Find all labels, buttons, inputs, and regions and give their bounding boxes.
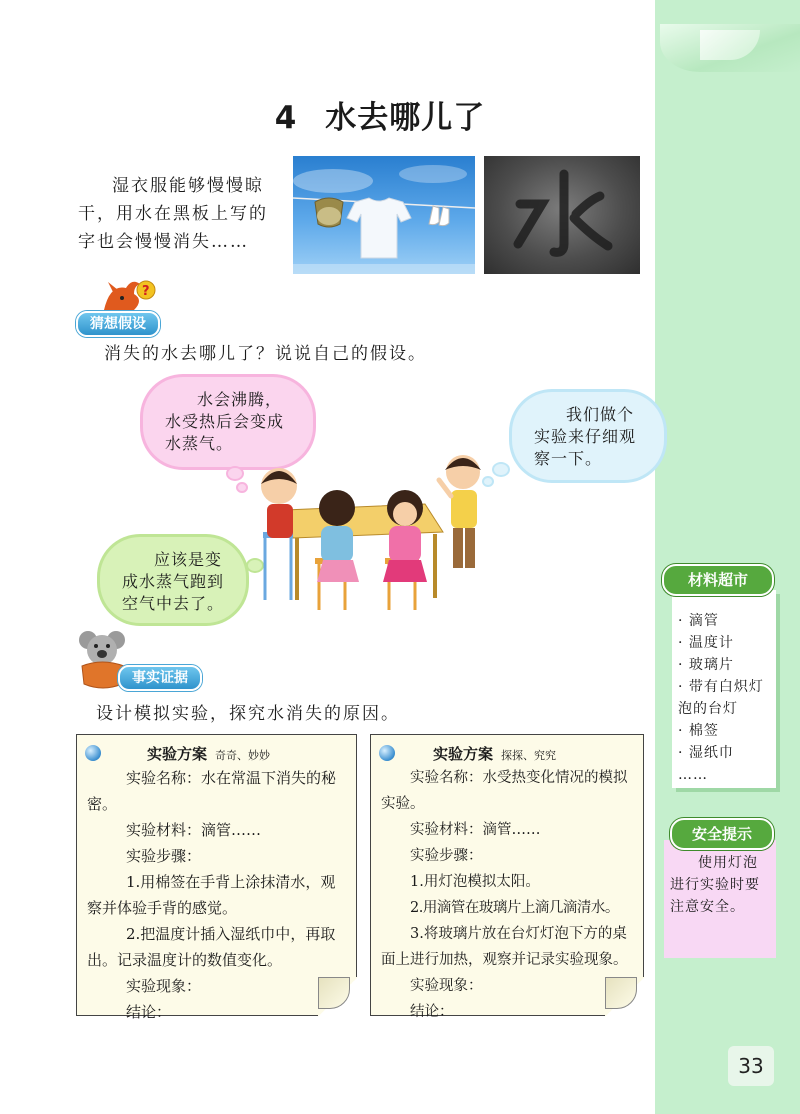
plan-name: 实验名称：水在常温下消失的秘密。 [87, 769, 337, 813]
speech-bubble-vapor-text: 应该是变成水蒸气跑到空气中去了。 [122, 550, 225, 613]
supplies-item: · 玻璃片 [678, 657, 734, 673]
plan-step: 2.把温度计插入湿纸巾中，再取出。记录温度计的数值变化。 [87, 925, 336, 969]
section-tag-evidence: 事实证据 [118, 665, 202, 691]
plan-steps-label: 实验步骤： [126, 847, 202, 865]
plan-step: 3.将玻璃片放在台灯灯泡下方的桌面上进行加热，观察并记录实验现象。 [381, 926, 628, 968]
experiment-plan-card-2 [370, 734, 644, 1020]
card-heading-authors: 探探、究究 [501, 749, 557, 762]
photo-blackboard-water-character [484, 156, 640, 274]
card-bullet-icon [379, 745, 395, 761]
experiment-plan-card-1 [76, 734, 357, 1021]
safety-title: 安全提示 [670, 818, 774, 850]
lesson-title [180, 92, 580, 137]
supplies-list [678, 610, 774, 786]
plan-phenomenon: 实验现象： [410, 978, 483, 994]
hypothesis-question: 消失的水去哪儿了？说说自己的假设。 [104, 344, 427, 364]
supplies-item: · 带有白炽灯泡的台灯 [678, 679, 764, 717]
photo-drying-clothes [293, 156, 475, 274]
plan-steps-label: 实验步骤： [410, 848, 483, 864]
intro-text: 湿衣服能够慢慢晾干，用水在黑板上写的字也会慢慢消失…… [78, 176, 268, 252]
lesson-title-text: 水去哪儿了 [325, 100, 486, 136]
svg-text:?: ? [142, 284, 150, 299]
safety-text: 使用灯泡进行实验时要注意安全。 [670, 855, 760, 915]
card-body [87, 765, 346, 1025]
children-discussion-illustration [245, 450, 505, 615]
thought-puff [228, 468, 242, 479]
supplies-item: · 温度计 [678, 635, 734, 651]
speech-bubble-vapor [100, 537, 246, 623]
supplies-item: · 滴管 [678, 613, 719, 629]
plan-materials: 实验材料：滴管…… [126, 821, 262, 839]
blackboard-illustration [484, 156, 640, 274]
supplies-item: …… [678, 767, 708, 783]
plan-conclusion: 结论： [126, 1003, 172, 1021]
card-body [381, 765, 633, 1025]
intro-paragraph [78, 172, 283, 256]
section-tag-hypothesis: 猜想假设 [76, 311, 160, 337]
speech-bubble-boiling-text: 水会沸腾，水受热后会变成水蒸气。 [165, 390, 285, 453]
card-bullet-icon [85, 745, 101, 761]
drying-clothes-illustration [293, 156, 475, 274]
plan-step: 1.用灯泡模拟太阳。 [410, 874, 540, 890]
speech-bubble-experiment [512, 392, 664, 480]
supplies-title: 材料超市 [662, 564, 774, 596]
lesson-number: 4 [274, 100, 298, 136]
evidence-instruction: 设计模拟实验，探究水消失的原因。 [96, 704, 400, 724]
page-number: 33 [728, 1046, 774, 1086]
card-heading-title: 实验方案 [433, 745, 494, 763]
plan-step: 2.用滴管在玻璃片上滴几滴清水。 [410, 900, 619, 916]
plan-conclusion: 结论： [410, 1004, 454, 1020]
plan-name: 实验名称：水受热变化情况的模拟实验。 [381, 770, 628, 812]
plan-phenomenon: 实验现象： [126, 977, 202, 995]
plan-materials: 实验材料：滴管…… [410, 822, 541, 838]
fox-mascot-icon [100, 276, 160, 316]
card-heading-authors: 奇奇、妙妙 [215, 749, 271, 762]
supplies-item: · 棉签 [678, 723, 719, 739]
plan-step: 1.用棉签在手背上涂抹清水，观察并体验手背的感觉。 [87, 873, 336, 917]
supplies-item: · 湿纸巾 [678, 745, 734, 761]
card-heading-title: 实验方案 [147, 745, 208, 763]
speech-bubble-experiment-text: 我们做个实验来仔细观察一下。 [534, 405, 637, 468]
